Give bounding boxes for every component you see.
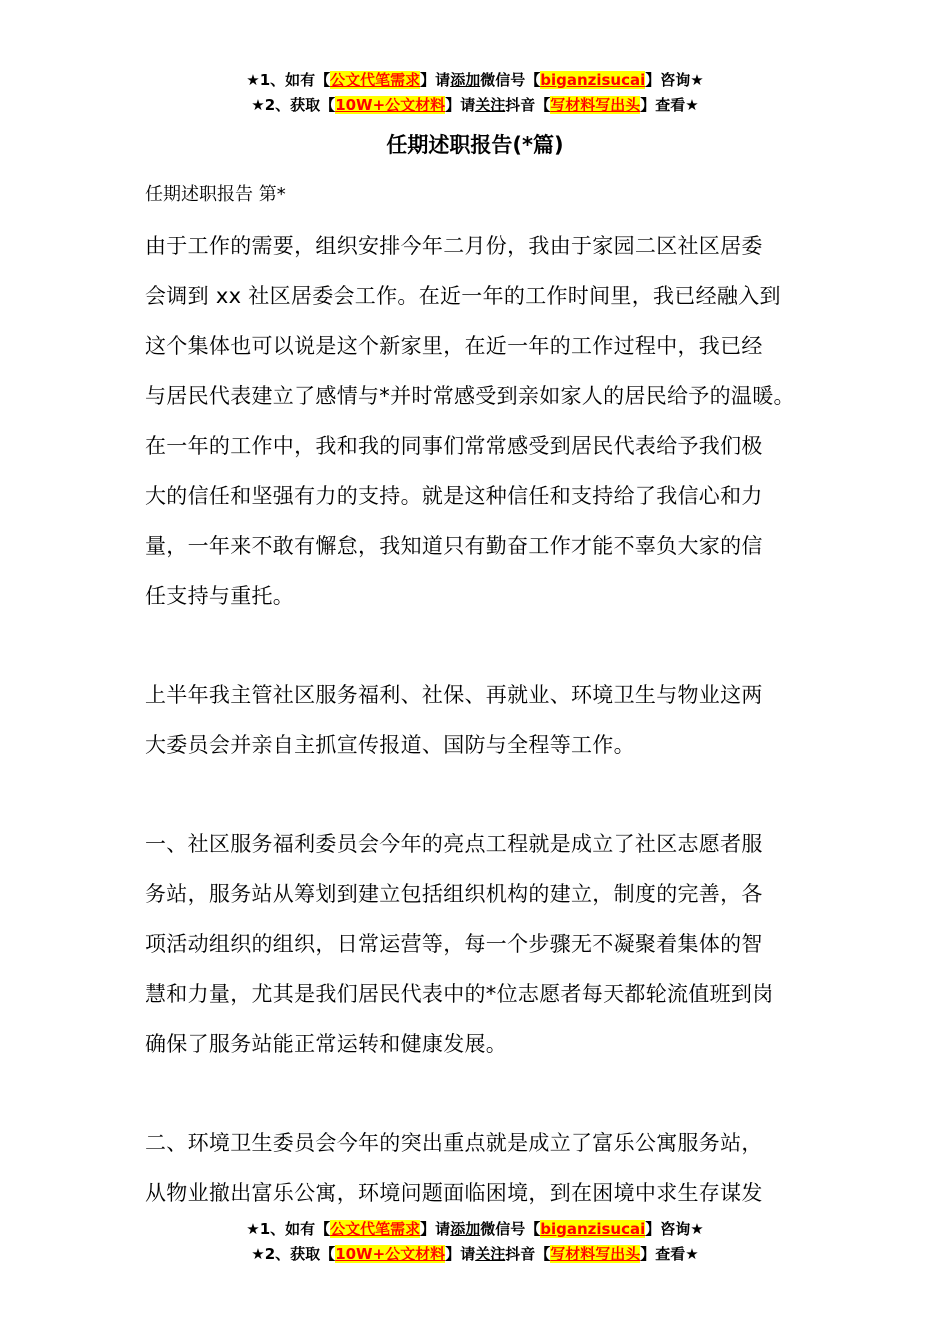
highlight-douyin-id: 写材料写出头	[550, 1245, 641, 1263]
body-text-line: 一、社区服务福利委员会今年的亮点工程就是成立了社区志愿者服	[145, 832, 763, 856]
banner-line-1: ★1、如有【公文代笔需求】请添加微信号【biganzisucai】咨询★	[246, 71, 704, 89]
highlight-materials: 10W+公文材料	[335, 1245, 446, 1263]
banner-line-2: ★2、获取【10W+公文材料】请关注抖音【写材料写出头】查看★	[251, 96, 699, 114]
highlight-douyin-id: 写材料写出头	[550, 96, 641, 114]
body-text-line: 项活动组织的组织，日常运营等，每一个步骤无不凝聚着集体的智	[145, 932, 763, 956]
document-title: 任期述职报告(*篇)	[386, 133, 564, 157]
body-text-line: 任支持与重托。	[145, 584, 295, 608]
paragraph-gap	[145, 1069, 825, 1118]
body-text-line: 从物业撤出富乐公寓，环境问题面临困境，到在困境中求生存谋发	[145, 1181, 763, 1205]
document-body	[145, 221, 825, 1218]
document-subtitle: 任期述职报告 第*	[145, 184, 286, 205]
banner-line-1: ★1、如有【公文代笔需求】请添加微信号【biganzisucai】咨询★	[246, 1220, 704, 1238]
bottom-banner	[0, 1217, 950, 1267]
top-banner	[0, 68, 950, 118]
paragraph-gap	[145, 621, 825, 670]
body-text-line: 由于工作的需要，组织安排今年二月份，我由于家园二区社区居委	[145, 234, 763, 258]
paragraph-gap	[145, 770, 825, 819]
body-text-line: 会调到 xx 社区居委会工作。在近一年的工作时间里，我已经融入到	[145, 284, 781, 308]
highlight-materials: 10W+公文材料	[335, 96, 446, 114]
body-text-line: 大的信任和坚强有力的支持。就是这种信任和支持给了我信心和力	[145, 484, 763, 508]
body-text-line: 上半年我主管社区服务福利、社保、再就业、环境卫生与物业这两	[145, 683, 763, 707]
body-text-line: 大委员会并亲自主抓宣传报道、国防与全程等工作。	[145, 733, 635, 757]
body-text-line: 在一年的工作中，我和我的同事们常常感受到居民代表给予我们极	[145, 434, 763, 458]
body-text-line: 慧和力量，尤其是我们居民代表中的*位志愿者每天都轮流值班到岗	[145, 982, 774, 1006]
highlight-wechat-id: biganzisucai	[540, 71, 646, 89]
body-text-line: 与居民代表建立了感情与*并时常感受到亲如家人的居民给予的温暖。	[145, 384, 795, 408]
body-text-line: 这个集体也可以说是这个新家里，在近一年的工作过程中，我已经	[145, 334, 763, 358]
body-text-line: 量，一年来不敢有懈怠，我知道只有勤奋工作才能不辜负大家的信	[145, 534, 763, 558]
body-text-line: 二、环境卫生委员会今年的突出重点就是成立了富乐公寓服务站，	[145, 1131, 763, 1155]
highlight-wechat-id: biganzisucai	[540, 1220, 646, 1238]
highlight-service: 公文代笔需求	[330, 71, 421, 89]
body-text-line: 务站，服务站从筹划到建立包括组织机构的建立，制度的完善，各	[145, 882, 763, 906]
banner-line-2: ★2、获取【10W+公文材料】请关注抖音【写材料写出头】查看★	[251, 1245, 699, 1263]
highlight-service: 公文代笔需求	[330, 1220, 421, 1238]
body-text-line: 确保了服务站能正常运转和健康发展。	[145, 1032, 508, 1056]
